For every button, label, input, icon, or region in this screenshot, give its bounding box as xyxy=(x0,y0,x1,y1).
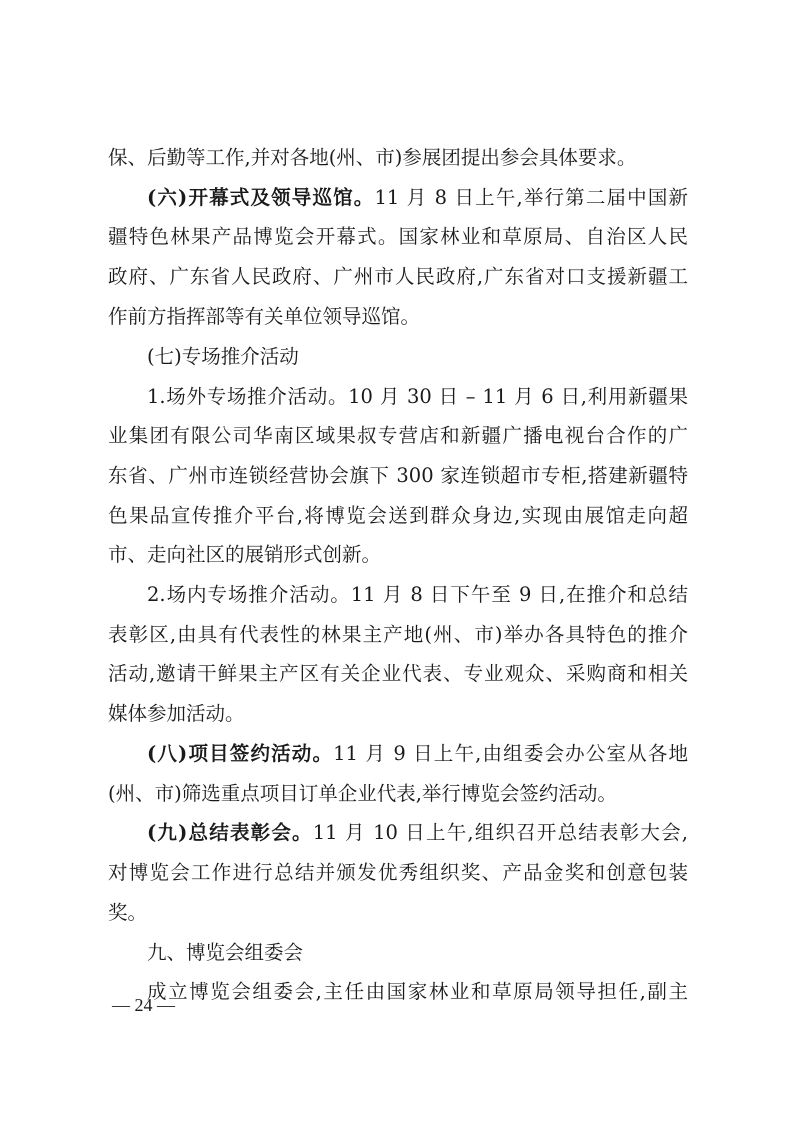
section-heading: (六)开幕式及领导巡馆。 xyxy=(147,185,375,209)
chapter-heading: 九、博览会组委会 xyxy=(147,940,304,964)
text-line: 业集团有限公司华南区域果叔专营店和新疆广播电视台合作的广 xyxy=(108,423,688,447)
text-line: (九)总结表彰会。11 月 10 日上午,组织召开总结表彰大会, xyxy=(147,820,688,844)
text-line: 疆特色林果产品博览会开幕式。国家林业和草原局、自治区人民 xyxy=(108,224,688,248)
section-heading: (九)总结表彰会。 xyxy=(147,820,313,844)
text-line: 表彰区,由具有代表性的林果主产地(州、市)举办各具特色的推介 xyxy=(108,622,688,646)
text-line: 市、走向社区的展销形式创新。 xyxy=(108,542,382,566)
text-line: (八)项目签约活动。11 月 9 日上午,由组委会办公室从各地 xyxy=(147,741,689,765)
text-line: 保、后勤等工作,并对各地(州、市)参展团提出参会具体要求。 xyxy=(108,145,637,169)
text-line: 2.场内专场推介活动。11 月 8 日下午至 9 日,在推介和总结 xyxy=(147,582,688,606)
text-line: (州、市)筛选重点项目订单企业代表,举行博览会签约活动。 xyxy=(108,781,617,805)
text-line: 色果品宣传推介平台,将博览会送到群众身边,实现由展馆走向超 xyxy=(108,503,688,527)
text-line: 对博览会工作进行总结并颁发优秀组织奖、产品金奖和创意包装 xyxy=(108,860,688,884)
text-line: 作前方指挥部等有关单位领导巡馆。 xyxy=(108,304,421,328)
text-line: 奖。 xyxy=(108,900,148,924)
text-line: 东省、广州市连锁经营协会旗下 300 家连锁超市专柜,搭建新疆特 xyxy=(108,463,688,487)
text-line: 成立博览会组委会,主任由国家林业和草原局领导担任,副主 xyxy=(147,979,688,1003)
text-line: 活动,邀请干鲜果主产区有关企业代表、专业观众、采购商和相关 xyxy=(108,661,688,685)
text-line: 1.场外专场推介活动。10 月 30 日 – 11 月 6 日,利用新疆果 xyxy=(147,384,688,408)
section-heading: (七)专场推介活动 xyxy=(147,344,299,368)
text-line: 政府、广东省人民政府、广州市人民政府,广东省对口支援新疆工 xyxy=(108,264,688,288)
text-line: (六)开幕式及领导巡馆。11 月 8 日上午,举行第二届中国新 xyxy=(147,185,688,209)
page-number: — 24 — xyxy=(112,995,175,1015)
text-line: 媒体参加活动。 xyxy=(108,701,245,725)
section-heading: (八)项目签约活动。 xyxy=(147,741,334,765)
